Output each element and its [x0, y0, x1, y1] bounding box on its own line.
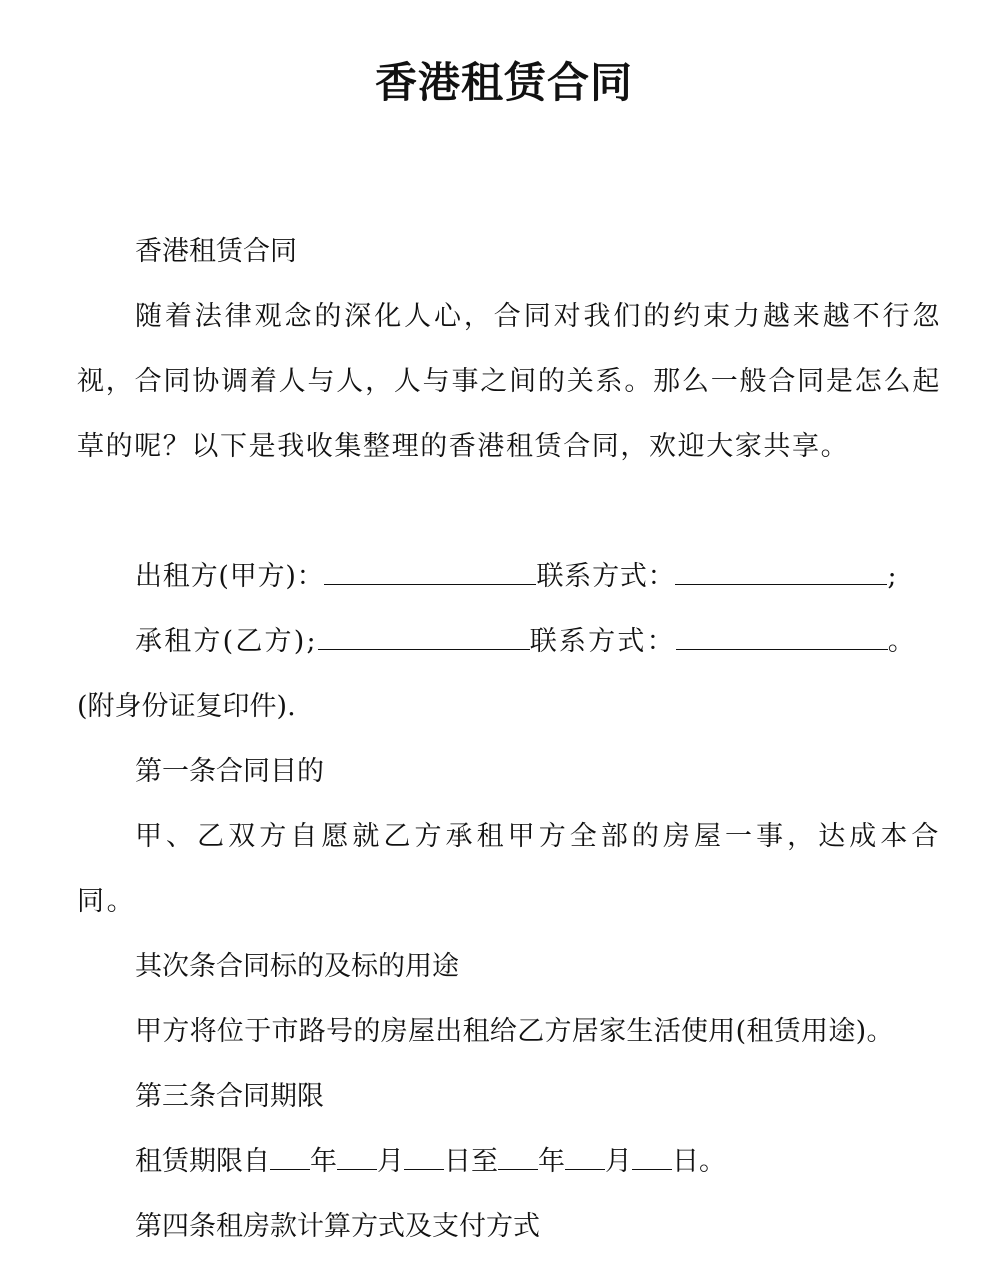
subtitle: 香港租赁合同	[135, 236, 297, 267]
article-1-title: 第一条合同目的	[135, 756, 324, 787]
document-title: 香港租赁合同	[374, 58, 633, 107]
lessor-label: 出租方(甲方)：	[135, 561, 325, 592]
article-1-text: 甲、乙双方自愿就乙方承租甲方全部的房屋一事，达成本合同。	[77, 821, 941, 917]
end-month-label: 月	[605, 1146, 632, 1177]
end-day-blank	[632, 1142, 672, 1170]
article-3-text	[77, 1129, 941, 1194]
article-4-title: 第四条租房款计算方式及支付方式	[135, 1211, 540, 1242]
end-month-blank	[565, 1142, 605, 1170]
end-year-blank	[498, 1142, 538, 1170]
lessor-name-blank	[324, 557, 536, 585]
lessor-contact-label: 联系方式：	[536, 561, 676, 592]
article-2-title: 其次条合同标的及标的用途	[135, 951, 459, 982]
article-3-title: 第三条合同期限	[135, 1081, 324, 1112]
start-day-blank	[404, 1142, 444, 1170]
article-2-text: 甲方将位于市路号的房屋出租给乙方居家生活使用(租赁用途)。	[135, 1016, 894, 1047]
start-year-label: 年	[310, 1146, 337, 1177]
lessee-contact-label: 联系方式：	[529, 626, 676, 657]
lessor-contact-blank	[675, 557, 887, 585]
end-year-label: 年	[538, 1146, 565, 1177]
start-month-label: 月	[377, 1146, 404, 1177]
lessee-name-blank	[318, 622, 530, 650]
lessee-contact-blank	[676, 622, 888, 650]
intro-paragraph: 随着法律观念的深化人心，合同对我们的约束力越来越不行忽视，合同协调着人与人，人与事之间的关系。那么一般合同是怎么起草的呢？以下是我收集整理的香港租赁合同，欢迎大家共享。	[77, 301, 941, 462]
document-body	[77, 219, 941, 1259]
lessor-line-end: ;	[887, 561, 898, 592]
end-day-label: 日。	[672, 1146, 726, 1177]
id-note: (附身份证复印件).	[77, 691, 296, 722]
blank-line	[77, 479, 941, 544]
lessee-label: 承租方(乙方);	[135, 626, 318, 657]
lease-term-prefix: 租赁期限自	[135, 1146, 270, 1177]
start-month-blank	[337, 1142, 377, 1170]
start-day-label: 日至	[444, 1146, 498, 1177]
lessee-line	[77, 609, 941, 674]
lessee-line-end: 。	[887, 626, 917, 657]
lessor-line	[77, 544, 941, 609]
start-year-blank	[270, 1142, 310, 1170]
